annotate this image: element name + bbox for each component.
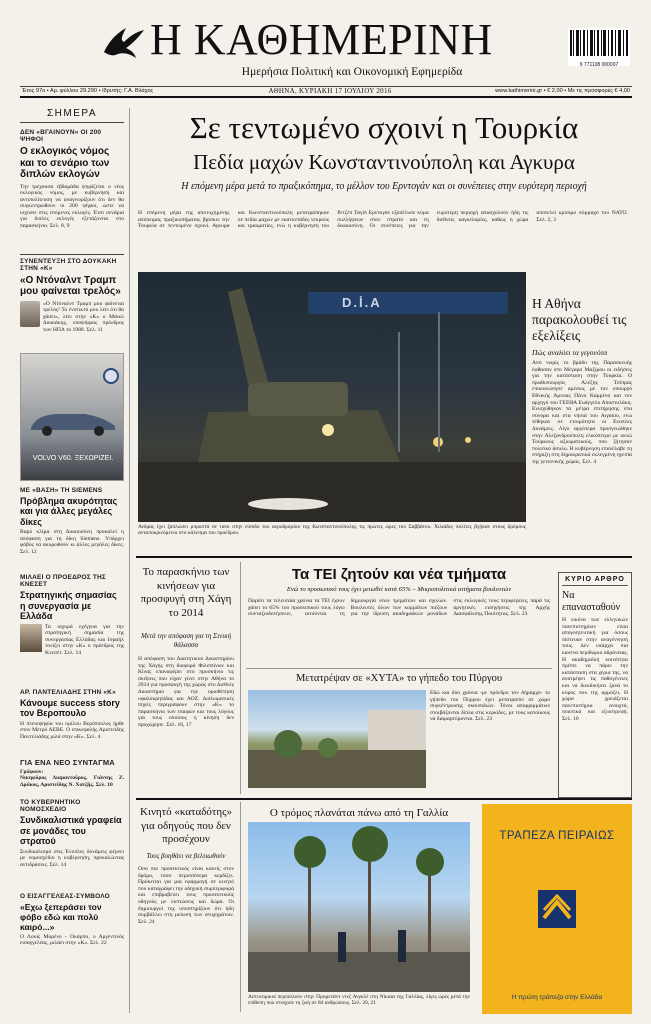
- sidebar-headline-8[interactable]: «Εχω ξεπεράσει τον φόβο εδώ και πολύ καιρό...»: [20, 901, 102, 932]
- sidebar-headline-2[interactable]: «Ο Ντόναλντ Τραμπ μου φαίνεται τρελός»: [20, 274, 121, 297]
- tei-headline[interactable]: Τα ΤΕΙ ζητούν και νέα τμήματα: [291, 566, 507, 583]
- sidebar-headline-1[interactable]: Ο εκλογικός νόμος και το σενάριο των διπλών εκλογών: [20, 146, 110, 180]
- bank-ad-tagline: Η πρώτη τράπεζα στην Ελλάδα: [511, 994, 603, 1001]
- editorial-headline[interactable]: Να επανασταθούν: [562, 590, 621, 613]
- sidebar-today-label: ΣΗΜΕΡΑ: [20, 108, 124, 123]
- barcode-bars-icon: [568, 28, 630, 58]
- nice-headline[interactable]: Ο τρόμος πλανάται πάνω από τη Γαλλία: [269, 807, 449, 819]
- traffic-body: Οσο πιο προσεκτικός είναι κανείς στον δρόμο, τόσο περισσότερα κερδίζει. Πρόκειται για μια εφαρμογή σε κινητό που καταγράφει την οδηγική συμπεριφορά και επιβραβεύει τους προσεκτικούς οδηγούς με εκπτώσεις και δώρα. Οι δημιουργοί της υποστηρίζουν ότι ήδη συμβάλλει στη μείωση των ατυχημάτων. Σελ. 24: [138, 866, 234, 925]
- nice-caption: Αστυνομικοί περιπολούν στην Προμενάντ ντεζ Ανγκλέ στη Νίκαια της Γαλλίας, λίγες ώρες μετά την επίθεση που στοίχισε τη ζωή σε 84 ανθρώπους. Σελ. 20, 21: [248, 994, 470, 1007]
- lead-headline[interactable]: Σε τεντωμένο σχοινί η Τουρκία: [189, 110, 579, 145]
- sidebar-text-5: Η πλειοψηφία του ομίλου Βερόπουλος ήρθε στον Μετρό ΑΕΒΕ. Ο επικεφαλής Αριστείδης Παντελιάδης μιλά στην «Κ». Σελ. 4: [20, 720, 124, 740]
- xyta-body: Εδώ και δύο χρόνια -με πρόεδρο τον δήμαρχο- το γήπεδο του Πύργου έχει μετατραπεί σε χώρο συγκέντρωσης σκουπιδιών. Τόνοι απορριμμάτων στοιβάζονται δίπλα στις κερκίδες, με τους κατοίκους να διαμαρτύρονται. Σελ. 23: [430, 690, 550, 723]
- nice-photo[interactable]: [248, 822, 470, 992]
- sidebar-headline-7[interactable]: Συνδικαλιστικά γραφεία σε μονάδες του στρατού: [20, 815, 122, 847]
- sidebar-text-1: Την τρέχουσα εβδομάδα ψηφίζεται ο νέος εκλογικός νόμος, με κυβέρνηση και αντιπολίτευση να αναγνωρίζουν ότι δεν θα συγκεντρωθούν οι 200 ψήφοι, ώστε να ισχύσει στις επόμενες εκλογές. Έτσι σενάρια για διπλές εκλογές εξετάζονται στο παρασκήνιο. Σελ. 8, 9: [20, 183, 124, 230]
- portrait-photo: [20, 301, 40, 327]
- sidebar-kicker-6[interactable]: ΓΙΑ ΕΝΑ ΝΕΟ ΣΥΝΤΑΓΜΑ: [20, 757, 115, 767]
- athens-body: Από νωρίς το βράδυ της Παρασκευής έφθασαν στο Μέγαρο Μαξίμου οι ειδήσεις για την κατάσταση στην Τουρκία. Ο πρωθυπουργός Αλέξης Τσίπρας επικοινώνησε αμέσως με τον υπουργό Εθνικής Αμυνας Πάνο Καμμένο και τον αρχηγό του ΓΕΕΘΑ Ευάγγελο Αποστολάκη. Ενισχύθηκαν τα μέτρα επιτήρησης στα σύνορα και στα νησιά του Αιγαίου, ενώ τέθηκαν σε ετοιμότητα οι Ενοπλες Δυνάμεις. Λίγο αργότερα προσγειώθηκε στην Αλεξανδρούπολη ελικόπτερο με οκτώ Τούρκους αξιωματικούς, που ζήτησαν πολιτικό άσυλο. Η κυβέρνηση επανέλαβε τη στήριξη στη δημοκρατικά εκλεγμένη ηγεσία της γειτονικής χώρας. Σελ. 4: [532, 360, 632, 465]
- sidebar-text-2: «Ο Ντόναλντ Τραμπ μου φαίνεται τρελός! Το ένστικτό μου λέει ότι θα χάσει», λέει στην «Κ» ο Μάικλ Δουκάκης, υποψήφιος πρόεδρος των ΗΠΑ το 1988. Σελ. 11: [43, 300, 124, 333]
- lead-strap: Η επόμενη μέρα μετά το πραξικόπημα, το μέλλον του Ερντογάν και οι συνέπειες στην ευρύτερη περιοχή: [181, 181, 587, 192]
- volvo-logo-icon: [103, 368, 119, 384]
- sidebar-kicker-3: ΜΕ «ΒΑΣΗ» ΤΗ SIEMENS: [20, 486, 103, 494]
- sidebar-text-7: Συνδικαλισμό στις Ένοπλες δυνάμεις φέρνει με νομοσχέδιο η κυβέρνηση, προκαλώντας αντιδράσεις. Σελ. 14: [20, 848, 124, 868]
- sidebar-label-6: Γράφουν:: [20, 768, 44, 775]
- masthead-title: Η ΚΑΘΗΜΕΡΙΝΗ: [150, 15, 493, 64]
- portrait-photo-2: [20, 624, 42, 652]
- sidebar-headline-5[interactable]: Κάνουμε success story τον Βεροπουλο: [20, 697, 120, 718]
- tei-strap: Ενώ το προσωπικό τους έχει μειωθεί κατά 65% – Μικροπολιτικά αιτήματα βουλευτών: [286, 586, 512, 593]
- athens-headline[interactable]: Η Αθήνα παρακολουθεί τις εξελίξεις: [532, 296, 627, 343]
- traffic-headline[interactable]: Κινητό «καταδότης» για οδηγούς που δεν προσέχουν: [140, 806, 232, 845]
- athens-subhead: Πώς αναλύει τα γεγονότα: [532, 348, 608, 357]
- editorial-body: Η εικόνα των ελληνικών πανεπιστημίων είναι απογοητευτική για όσους πίστευαν στην αναγέννησή τους. Δεν υπάρχει πια κανένα περιθώριο αδράνειας. Η ακαδημαϊκή κοινότητα πρέπει να πάρει την κατάσταση στα χέρια της, να ανατρέψει τις παθογένειες και να διεκδικήσει ξανά το κύρος που της αρμόζει. Η χώρα χρειάζεται πανεπιστήμια ανοιχτά, ποιοτικά και εξωστρεφή. Σελ. 10: [562, 617, 628, 722]
- barcode-number: 9 771108 000007: [579, 62, 619, 68]
- sidebar-text-3: Βαρύ κλίμα στη Δικαιοσύνη προκαλεί η απόφαση για τη δίκη Siemens. Υπάρχει φόβος να ακυρωθούν κι άλλες μεγάλες δίκες. Σελ. 12: [20, 529, 124, 555]
- lead-body: Η επόμενη μέρα της αποτυχημένης απόπειρας πραξικοπήματος βρίσκει την Τουρκία σε τεντωμένο σχοινί. Αγκυρα και Κωνσταντινούπολη μετατράπηκαν σε πεδία μαχών με εκατοντάδες νεκρούς και τραυματίες, ενώ η κυβέρνηση του Ρετζέπ Ταγίπ Ερντογάν εξαπέλυσε κύμα συλλήψεων στον στρατό και τη δικαιοσύνη. Οι συνέπειες για την ευρύτερη περιοχή απασχολούν ήδη τις διεθνείς καγκελαρίες, καθώς η χώρα αποτελεί κρίσιμο σύμμαχο του ΝΑΤΟ. Σελ. 2, 3: [138, 210, 628, 230]
- palm-trees-illustration-icon: [248, 822, 470, 992]
- bank-logo-icon: [538, 890, 576, 928]
- car-image-icon: [27, 406, 119, 436]
- tank-photo[interactable]: [138, 272, 526, 522]
- barcode: [568, 28, 630, 66]
- price-info: www.kathimerini.gr • € 2,00 • Με τις προσφορές € 4,00: [495, 88, 630, 94]
- masthead: [0, 0, 651, 100]
- editorial-box: [558, 572, 632, 798]
- tank-photo-caption: Ανδρας έχει ξαπλώσει μπροστά σε τανκ στην είσοδο του αεροδρομίου της Κωνσταντινούπολης τις πρώτες ώρες του Σαββάτου. Χιλιάδες πολίτες βγήκαν στους δρόμους ανταποκρινόμενοι στο κάλεσμα του προέδρου.: [138, 524, 526, 537]
- sidebar-kicker-7: ΤΟ ΚΥΒΕΡΝΗΤΙΚΟ ΝΟΜΟΣΧΕΔΙΟ: [20, 799, 81, 814]
- bank-ad-name: ΤΡΑΠΕΖΑ ΠΕΙΡΑΙΩΣ: [499, 830, 615, 842]
- sidebar-kicker-8: Ο ΕΙΣΑΓΓΕΛΕΑΣ-ΣΥΜΒΟΛΟ: [20, 892, 110, 900]
- hague-subhead: Μετά την απόφαση για τη Σινική θάλασσα: [140, 632, 232, 649]
- sidebar-text-4: Τα ισχυρά εχέγγυα για την στρατηγική σημασία της συνεργασίας Ελλάδας και Ισραήλ τονίζει στην «Κ» ο πρόεδρος της Κνεσέτ. Σελ. 14: [45, 623, 124, 656]
- bank-ad[interactable]: [482, 804, 632, 1014]
- editorial-kicker: ΚΥΡΙΟ ΑΡΘΡΟ: [562, 576, 628, 586]
- issue-date: ΑΘΗΝΑ, ΚΥΡΙΑΚΗ 17 ΙΟΥΛΙΟΥ 2016: [268, 87, 392, 95]
- hague-body: Η απόφαση του Διαιτητικού Δικαστηρίου της Χάγης στη διαφορά Φιλιππίνων και Κίνας επαναφέρει στο προσκήνιο τις σκέψεις που είχαν γίνει στην Αθήνα το 2014 για προσφυγή της χώρας στο Διεθνές Δικαστήριο για την οριοθέτηση υφαλοκρηπίδας και ΑΟΖ. Διπλωματικές πηγές περιγράφουν στην «Κ» το παρασκήνιο των επαφών και τους λόγους για τους οποίους η κίνηση δεν προχώρησε. Σελ. 16, 17: [138, 656, 234, 728]
- sidebar-text-8: Ο Λουίς Μορένο - Οκάμπο, ο Αργεντινός εισαγγελέας, μιλάει στην «Κ». Σελ. 22: [20, 933, 124, 947]
- sidebar-kicker-1: ΔΕΝ «ΒΓΑΙΝΟΥΝ» ΟΙ 200 ΨΗΦΟΙ: [20, 129, 102, 143]
- xyta-headline[interactable]: Μετατρέψαν σε «ΧΥΤΑ» το γήπεδο του Πύργου: [295, 673, 503, 684]
- tei-body: Παρότι τα τελευταία χρόνια τα ΤΕΙ έχουν χάσει το 65% του προσωπικού τους λόγω συνταξιοδοτήσεων, αιτούνται τη δημιουργία νέων τμημάτων και σχολών. Βουλευτές όλων των κομμάτων πιέζουν για την ίδρυση ακαδημαϊκών μονάδων στις εκλογικές τους περιφέρειες, παρά τις αρνητικές εισηγήσεις της Αρχής Διασφάλισης Ποιότητας. Σελ. 23: [248, 598, 550, 618]
- tank-illustration-icon: [138, 272, 526, 522]
- masthead-subtitle: Ημερήσια Πολιτική και Οικονομική Εφημερίδα: [241, 66, 463, 78]
- airport-sign-text: D.İ.A: [342, 295, 382, 310]
- sidebar-headline-3[interactable]: Πρόβλημα ακυρότητας και για άλλες μεγάλες δίκες: [20, 495, 118, 527]
- volvo-ad[interactable]: [20, 353, 124, 481]
- lead-subhead: Πεδία μαχών Κωνσταντινούπολη και Αγκυρα: [193, 150, 575, 174]
- volvo-ad-text: VOLVO V60. ΞΕΧΩΡΙΖΕΙ.: [32, 454, 114, 462]
- issue-info: Έτος 97ο • Αρ. φύλλου 29.290 • Ιδρυτής: Γ.Α. Βλάχος: [22, 88, 154, 94]
- sidebar-kicker-5: ΑΡ. ΠΑΝΤΕΛΙΑΔΗΣ ΣΤΗΝ «Κ»: [20, 688, 116, 696]
- stadium-illustration-icon: [248, 690, 426, 788]
- sidebar-text-6: Νικηφόρος Διαμαντούρος, Γιάννης Ζ. Δράκος, Αριστείδης Ν. Χατζής. Σελ. 10: [20, 775, 124, 788]
- stadium-photo[interactable]: [248, 690, 426, 788]
- sidebar: [20, 108, 124, 1018]
- eagle-logo-icon: [100, 22, 146, 62]
- sidebar-headline-4[interactable]: Στρατηγικής σημασίας η συνεργασία με Ελλάδα: [20, 590, 117, 621]
- hague-headline[interactable]: Το παρασκήνιο των κινήσεων για προσφυγή στη Χάγη το 2014: [140, 566, 232, 619]
- traffic-subhead: Τους βοηθάει να βελτιωθούν: [146, 852, 226, 860]
- sidebar-kicker-2: ΣΥΝΕΝΤΕΥΞΗ ΣΤΟ ΔΟΥΚΑΚΗ ΣΤΗΝ «Κ»: [20, 257, 117, 272]
- sidebar-kicker-4: ΜΙΛΑΕΙ Ο ΠΡΟΕΔΡΟΣ ΤΗΣ ΚΝΕΣΕΤ: [20, 574, 107, 588]
